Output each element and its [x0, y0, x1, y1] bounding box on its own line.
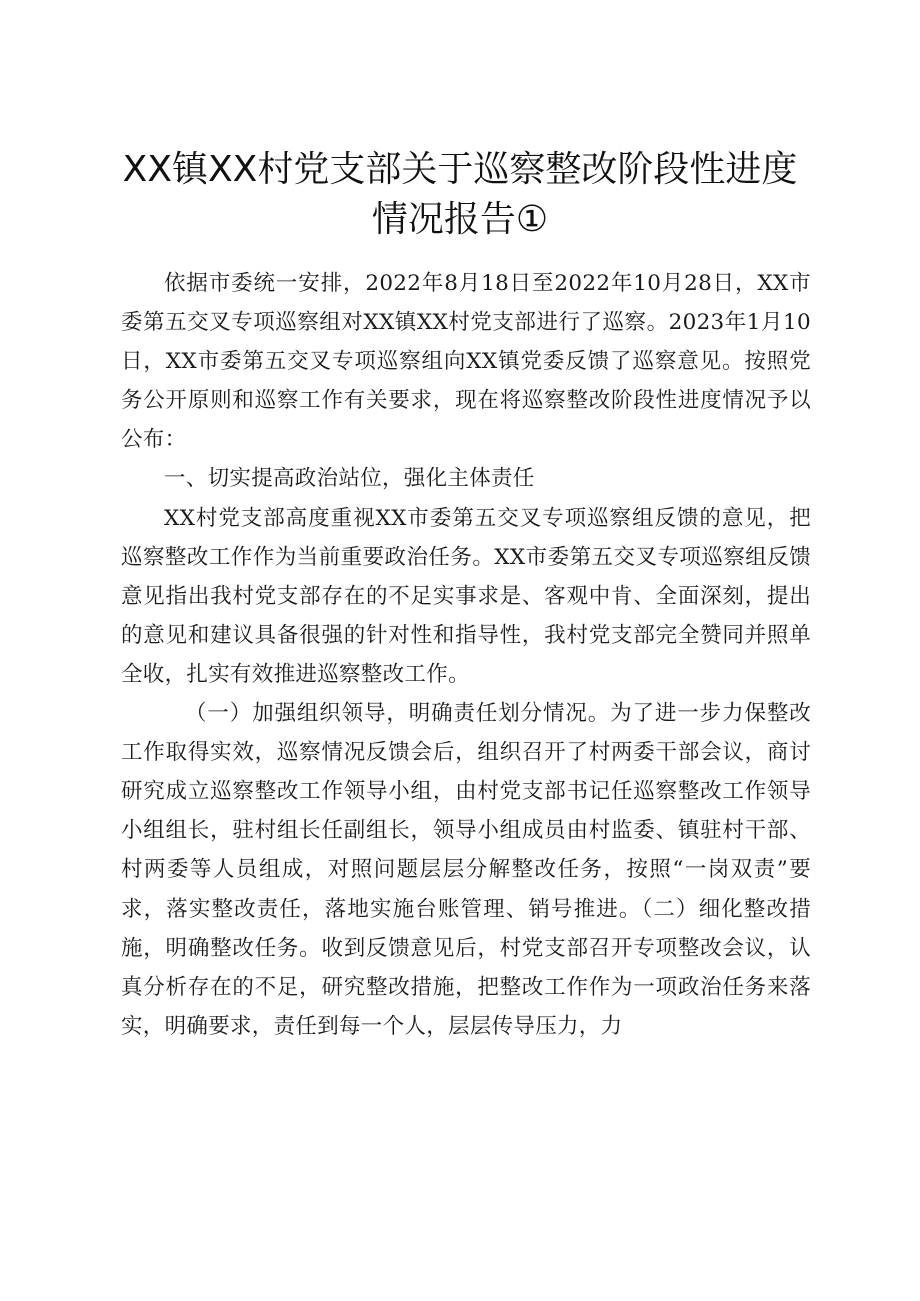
document-title-line-1: XX镇XX村党支部关于巡察整改阶段性进度	[122, 149, 798, 190]
paragraph-intro: 依据市委统一安排，2022年8月18日至2022年10月28日，XX市委第五交叉专项巡察组对XX镇XX村党支部进行了巡察。2023年1月10日，XX市委第五交叉专项巡察组向XX镇党委反馈了巡察意见。按照党务公开原则和巡察工作有关要求，现在将巡察整改阶段性进度情况予以公布：	[121, 271, 811, 453]
paragraph-section-1: XX村党支部高度重视XX市委第五交叉专项巡察组反馈的意见，把巡察整改工作作为当前重要政治任务。XX市委第五交叉专项巡察组反馈意见指出我村党支部存在的不足实事求是、客观中肯、全面深刻，提出的意见和建议具备很强的针对性和指导性，我村党支部完全赞同并照单全收，扎实有效推进巡察整改工作。	[121, 505, 811, 687]
section-heading-1: 一、切实提高政治站位，强化主体责任	[164, 466, 535, 492]
document-body	[121, 264, 811, 1046]
paragraph-subsection: （一）加强组织领导，明确责任划分情况。为了进一步力保整改工作取得实效，巡察情况反馈会后，组织召开了村两委干部会议，商讨研究成立巡察整改工作领导小组，由村党支部书记任巡察整改工作领导小组组长，驻村组长任副组长，领导小组成员由村监委、镇驻村干部、村两委等人员组成，对照问题层层分解整改任务，按照“一岗双责”要求，落实整改责任，落地实施台账管理、销号推进。（二）细化整改措施，明确整改任务。收到反馈意见后，村党支部召开专项整改会议，认真分析存在的不足，研究整改措施，把整改工作作为一项政治任务来落实，明确要求，责任到每一个人，层层传导压力，力	[121, 701, 811, 1039]
document-title-line-2: 情况报告①	[371, 199, 549, 240]
